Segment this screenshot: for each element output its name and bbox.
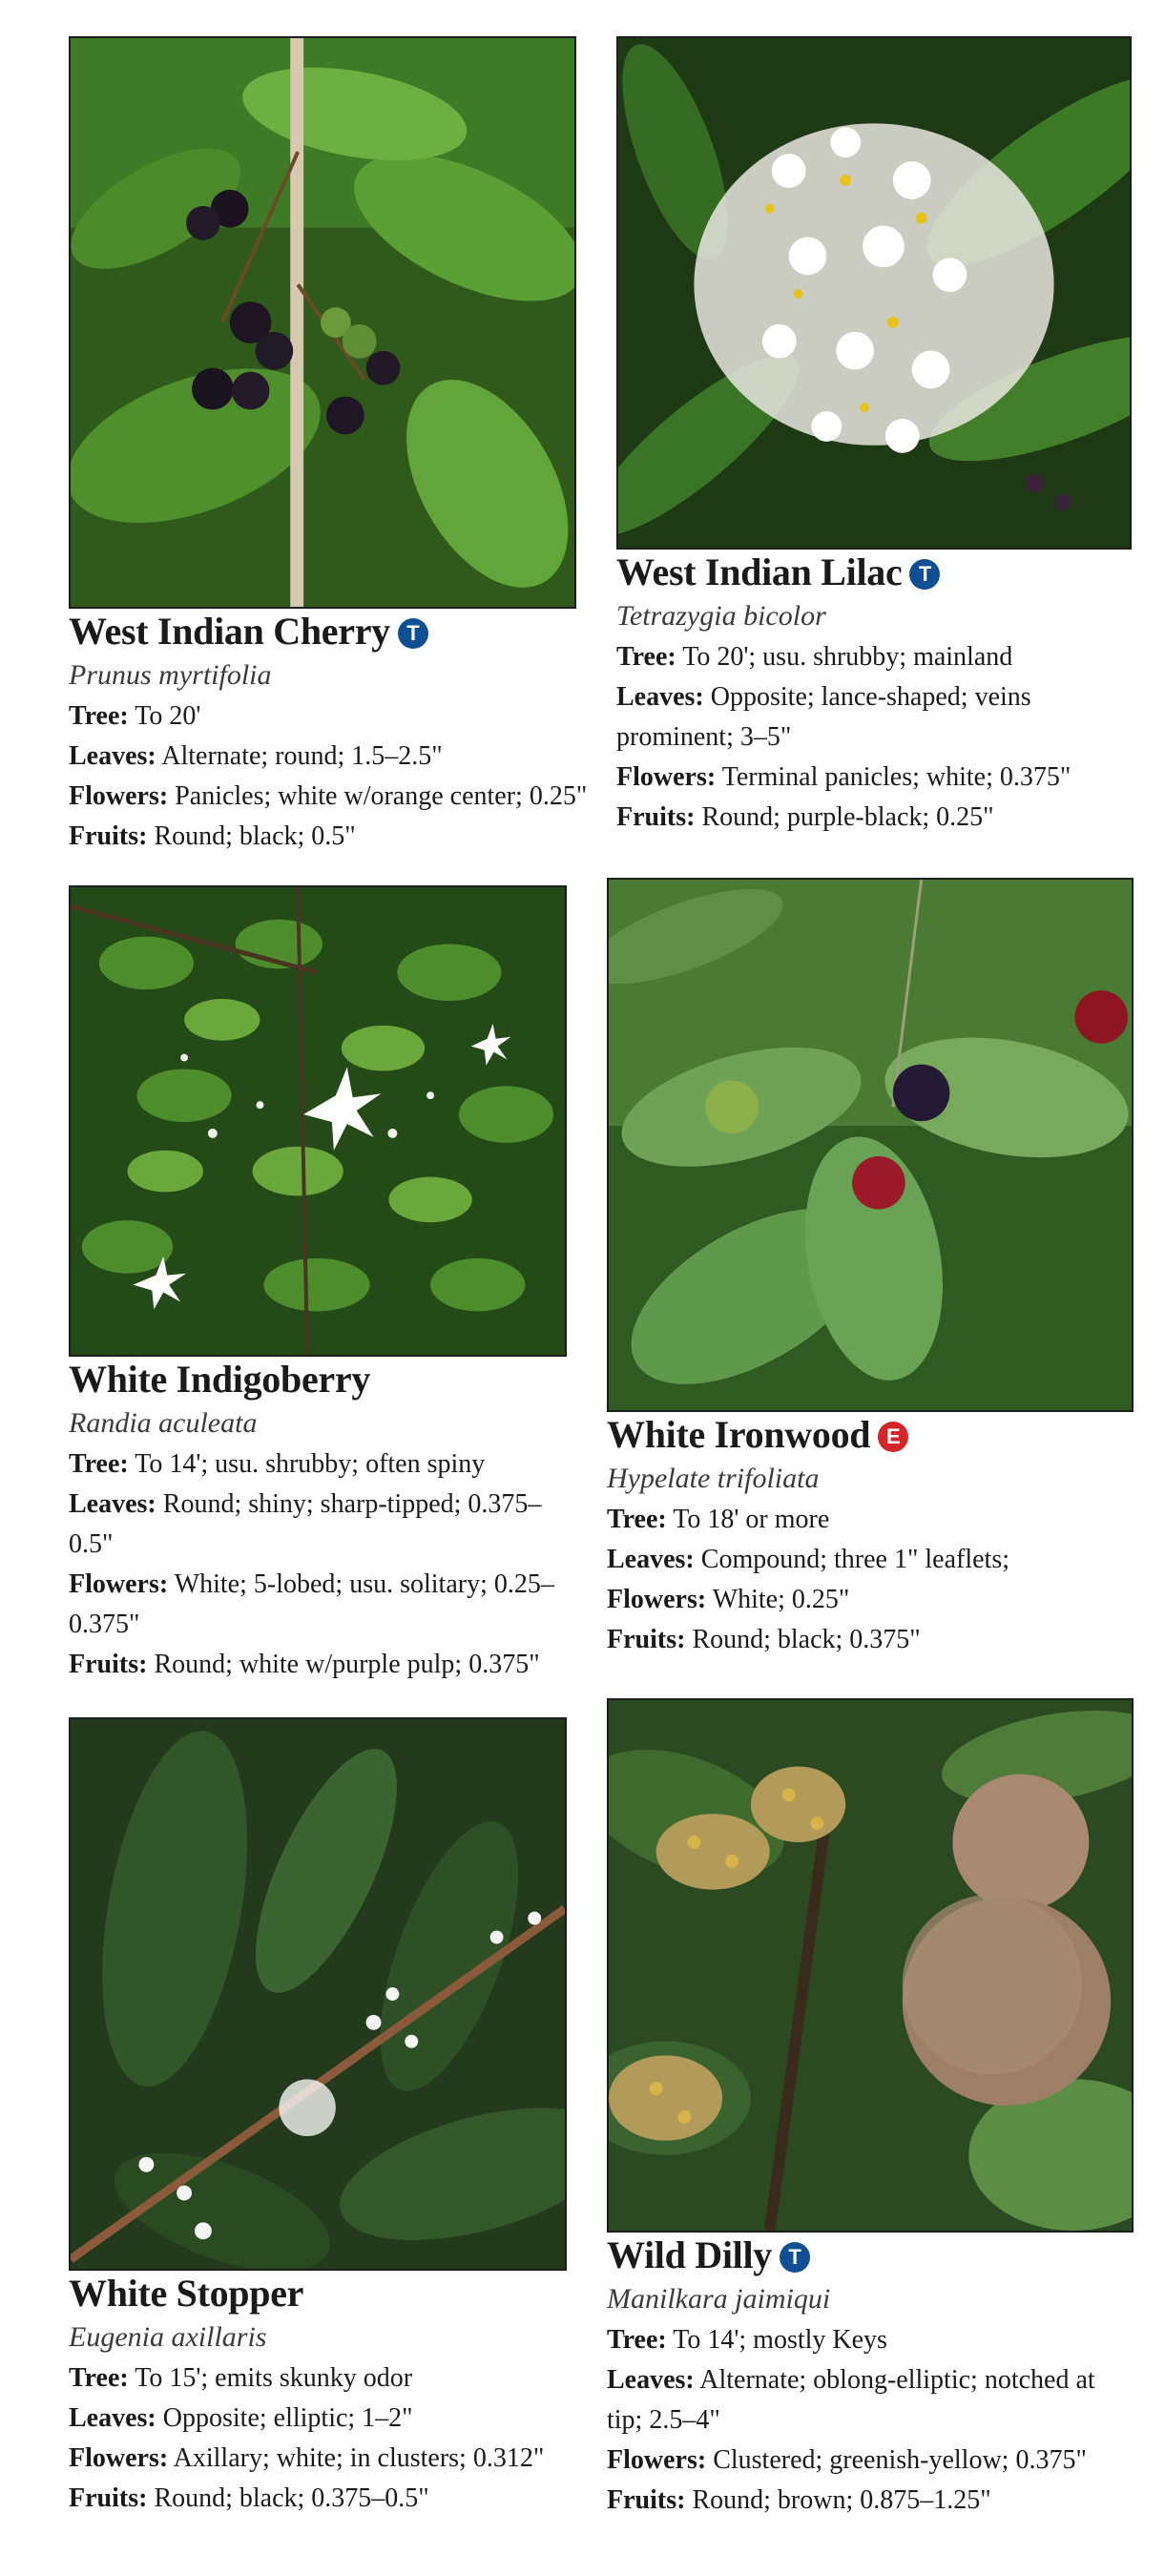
detail-fruits: Fruits: Round; black; 0.375–0.5"	[69, 2483, 429, 2513]
info-white-indigoberry	[69, 1357, 584, 1685]
photo-white-stopper	[69, 1717, 567, 2271]
common-name: West Indian Lilac T	[616, 550, 1136, 595]
detail-tree: Tree: To 20'	[69, 701, 201, 731]
common-name: Wild Dilly T	[607, 2233, 1136, 2278]
photo-west-indian-cherry	[69, 36, 576, 609]
scientific-name: Tetrazygia bicolor	[616, 600, 826, 632]
detail-leaves: Leaves: Round; shiny; sharp-tipped; 0.375–0.5"	[69, 1489, 542, 1559]
detail-leaves: Leaves: Opposite; elliptic; 1–2"	[69, 2403, 413, 2433]
scientific-name: Manilkara jaimiqui	[607, 2283, 831, 2315]
detail-tree: Tree: To 18' or more	[607, 1505, 830, 1534]
scientific-name: Hypelate trifoliata	[607, 1463, 820, 1494]
detail-leaves: Leaves: Compound; three 1" leaflets;	[607, 1545, 1010, 1574]
threatened-badge-icon: T	[909, 559, 940, 590]
common-name: White Ironwood E	[607, 1412, 1136, 1458]
detail-flowers: Flowers: White; 0.25"	[607, 1585, 850, 1614]
common-name: West Indian Cherry T	[69, 609, 603, 654]
photo-white-indigoberry	[69, 885, 567, 1357]
info-west-indian-lilac	[616, 550, 1136, 838]
scientific-name: Eugenia axillaris	[69, 2321, 267, 2353]
detail-tree: Tree: To 14'; mostly Keys	[607, 2325, 887, 2355]
detail-flowers: Flowers: Terminal panicles; white; 0.375"	[616, 762, 1071, 792]
detail-fruits: Fruits: Round; white w/purple pulp; 0.375"	[69, 1650, 540, 1679]
detail-fruits: Fruits: Round; black; 0.375"	[607, 1625, 921, 1654]
scientific-name: Prunus myrtifolia	[69, 659, 272, 691]
threatened-badge-icon: T	[780, 2242, 810, 2273]
detail-tree: Tree: To 14'; usu. shrubby; often spiny	[69, 1449, 486, 1479]
photo-wild-dilly	[607, 1698, 1134, 2233]
info-white-stopper	[69, 2271, 584, 2519]
detail-tree: Tree: To 15'; emits skunky odor	[69, 2363, 413, 2393]
common-name: White Stopper	[69, 2272, 304, 2315]
detail-fruits: Fruits: Round; purple-black; 0.25"	[616, 802, 994, 832]
detail-fruits: Fruits: Round; brown; 0.875–1.25"	[607, 2485, 991, 2515]
detail-leaves: Leaves: Opposite; lance-shaped; veins prominent; 3–5"	[616, 682, 1031, 752]
detail-flowers: Flowers: Clustered; greenish-yellow; 0.375"	[607, 2445, 1087, 2475]
info-white-ironwood	[607, 1412, 1136, 1660]
detail-fruits: Fruits: Round; black; 0.5"	[69, 821, 356, 851]
common-name: White Indigoberry	[69, 1358, 371, 1401]
detail-flowers: Flowers: White; 5-lobed; usu. solitary; 0.25–0.375"	[69, 1569, 554, 1639]
info-west-indian-cherry	[69, 609, 603, 857]
photo-west-indian-lilac	[616, 36, 1132, 550]
detail-flowers: Flowers: Axillary; white; in clusters; 0.312"	[69, 2443, 545, 2473]
detail-flowers: Flowers: Panicles; white w/orange center; 0.25"	[69, 781, 588, 811]
photo-white-ironwood	[607, 878, 1134, 1412]
detail-leaves: Leaves: Alternate; oblong-elliptic; notched at tip; 2.5–4"	[607, 2365, 1095, 2435]
detail-tree: Tree: To 20'; usu. shrubby; mainland	[616, 642, 1013, 672]
scientific-name: Randia aculeata	[69, 1407, 258, 1439]
endangered-badge-icon: E	[878, 1422, 908, 1452]
threatened-badge-icon: T	[398, 618, 428, 649]
info-wild-dilly	[607, 2233, 1136, 2521]
detail-leaves: Leaves: Alternate; round; 1.5–2.5"	[69, 741, 443, 771]
